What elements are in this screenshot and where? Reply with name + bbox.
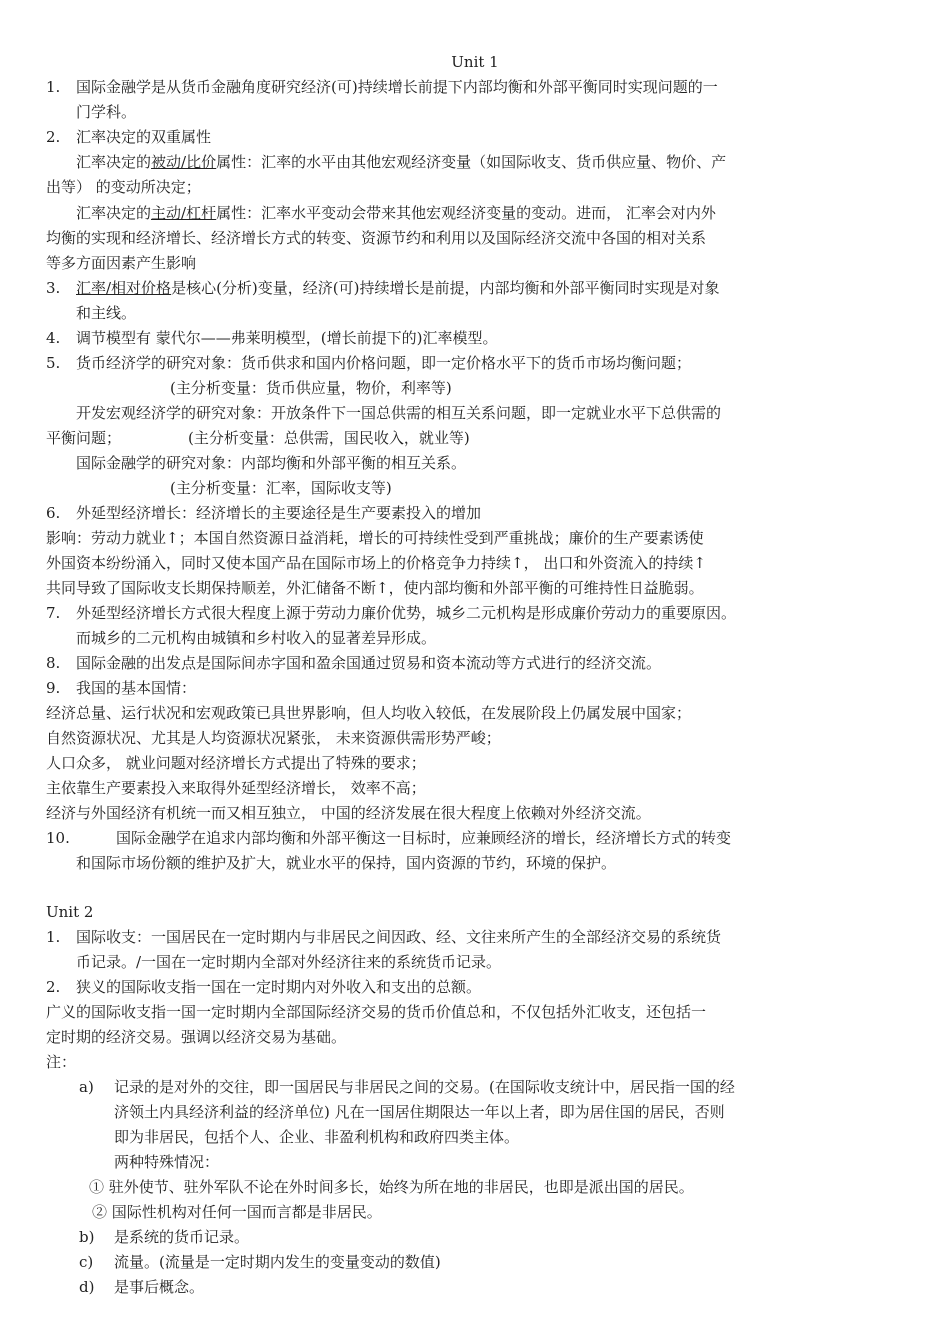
item-text-cont: 门学科。 <box>76 103 137 121</box>
list-item: 主依靠生产要素投入来取得外延型经济增长， 效率不高； <box>46 779 426 797</box>
item-text: 国际收支：一国居民在一定时期内与非居民之间因政、经、文往来所产生的全部经济交易的系统货 <box>76 928 722 946</box>
underlined-term: 被动/比价 <box>151 153 217 171</box>
paragraph: 影响：劳动力就业↑；本国自然资源日益消耗，增长的可持续性受到严重挑战；廉价的生产要素诱使 <box>46 529 704 547</box>
list-number: 2. <box>46 128 61 146</box>
item-text: 狭义的国际收支指一国在一定时期内对外收入和支出的总额。 <box>76 978 482 996</box>
unit1-item9 <box>0 675 950 701</box>
item-text: 国际金融学在追求内部均衡和外部平衡这一目标时，应兼顾经济的增长，经济增长方式的转变 <box>116 829 732 847</box>
analysis-variables: (主分析变量：货币供应量，物价，利率等) <box>170 379 452 397</box>
note-letter: b) <box>79 1228 95 1246</box>
item-text: 国际金融的出发点是国际间赤字国和盈余国通过贸易和资本流动等方式进行的经济交流。 <box>76 654 662 672</box>
unit1-item4 <box>0 325 950 351</box>
paragraph-cont: 出等） 的变动所决定； <box>46 178 201 196</box>
note-text-cont: 即为非居民，包括个人、企业、非盈利机构和政府四类主体。 <box>114 1128 520 1146</box>
note-letter: a) <box>79 1078 94 1096</box>
list-number: 5. <box>46 354 61 372</box>
analysis-variables: (主分析变量：汇率，国际收支等) <box>170 479 392 497</box>
note-text: 记录的是对外的交往，即一国居民与非居民之间的交易。(在国际收支统计中，居民指一国的经 <box>114 1078 735 1096</box>
note-c <box>0 1249 950 1275</box>
list-number: 7. <box>46 604 61 622</box>
item-text: 货币经济学的研究对象：货币供求和国内价格问题，即一定价格水平下的货币市场均衡问题； <box>76 354 692 372</box>
list-number: 1. <box>46 928 61 946</box>
special-case-item: ② 国际性机构对任何一国而言都是非居民。 <box>92 1203 382 1221</box>
paragraph: 外国资本纷纷涌入，同时又使本国产品在国际市场上的价格竞争力持续↑， 出口和外资流入的持续↑ <box>46 554 706 572</box>
unit2-item2 <box>0 974 950 1000</box>
underlined-term: 主动/杠杆 <box>151 204 217 222</box>
note-b <box>0 1224 950 1250</box>
unit1-item8 <box>0 650 950 676</box>
note-text: 流量。(流量是一定时期内发生的变量变动的数值) <box>114 1253 441 1271</box>
unit1-item3 <box>0 275 950 301</box>
unit1-item6 <box>0 500 950 526</box>
item-text: 汇率/相对价格是核心(分析)变量，经济(可)持续增长是前提，内部均衡和外部平衡同时实现是对象 <box>76 279 720 297</box>
item-text: 国际金融学是从货币金融角度研究经济(可)持续增长前提下内部均衡和外部平衡同时实现问题的一 <box>76 78 718 96</box>
unit1-item5 <box>0 350 950 376</box>
unit1-item10 <box>0 825 950 851</box>
paragraph: 共同导致了国际收支长期保持顺差，外汇储备不断↑，使内部均衡和外部平衡的可维持性日益脆弱。 <box>46 579 704 597</box>
item-title: 我国的基本国情： <box>76 679 197 697</box>
list-number: 6. <box>46 504 61 522</box>
paragraph: 国际金融学的研究对象：内部均衡和外部平衡的相互关系。 <box>76 454 467 472</box>
list-item: 人口众多， 就业问题对经济增长方式提出了特殊的要求； <box>46 754 426 772</box>
list-number: 10. <box>46 829 70 847</box>
item-text: 外延型经济增长方式很大程度上源于劳动力廉价优势，城乡二元机构是形成廉价劳动力的重要原因。 <box>76 604 737 622</box>
item-text-cont: 和国际市场份额的维护及扩大，就业水平的保持，国内资源的节约，环境的保护。 <box>76 854 617 872</box>
item-text-cont: 币记录。/一国在一定时期内全部对外经济往来的系统货币记录。 <box>76 953 502 971</box>
list-item: 自然资源状况、尤其是人均资源状况紧张， 未来资源供需形势严峻； <box>46 729 501 747</box>
paragraph-cont: 均衡的实现和经济增长、经济增长方式的转变、资源节约和利用以及国际经济交流中各国的相对关系 <box>46 229 707 247</box>
list-number: 4. <box>46 329 61 347</box>
paragraph: 广义的国际收支指一国一定时期内全部国际经济交易的货币价值总和，不仅包括外汇收支，还包括一 <box>46 1003 707 1021</box>
note-a <box>0 1074 950 1100</box>
note-text: 是系统的货币记录。 <box>114 1228 250 1246</box>
item-text: 调节模型有 蒙代尔——弗莱明模型，(增长前提下的)汇率模型。 <box>76 329 498 347</box>
special-cases-title: 两种特殊情况： <box>114 1153 220 1171</box>
active-attribute-paragraph: 汇率决定的主动/杠杆属性：汇率水平变动会带来其他宏观经济变量的变动。进而， 汇率会对内外 <box>76 204 716 222</box>
list-number: 8. <box>46 654 61 672</box>
unit1-title: Unit 1 <box>451 53 499 71</box>
item-text-cont: 而城乡的二元机构由城镇和乡村收入的显著差异形成。 <box>76 629 437 647</box>
list-number: 1. <box>46 78 61 96</box>
list-number: 2. <box>46 978 61 996</box>
unit1-item7 <box>0 600 950 626</box>
note-letter: d) <box>79 1278 95 1296</box>
unit1-item1 <box>0 74 950 100</box>
list-number: 3. <box>46 279 61 297</box>
list-number: 9. <box>46 679 61 697</box>
note-label: 注： <box>46 1053 77 1071</box>
note-text-cont: 济领土内具经济利益的经济单位) 凡在一国居住期限达一年以上者，即为居住国的居民，否则 <box>114 1103 725 1121</box>
note-text: 是事后概念。 <box>114 1278 205 1296</box>
item-title: 汇率决定的双重属性 <box>76 128 212 146</box>
unit1-item2 <box>0 124 950 150</box>
unit2-title: Unit 2 <box>46 903 94 921</box>
special-case-item: ① 驻外使节、驻外军队不论在外时间多长，始终为所在地的非居民，也即是派出国的居民。 <box>89 1178 694 1196</box>
passive-attribute-paragraph: 汇率决定的被动/比价属性：汇率的水平由其他宏观经济变量（如国际收支、货币供应量、物价、产 <box>76 153 727 171</box>
note-letter: c) <box>79 1253 94 1271</box>
paragraph: 定时期的经济交易。强调以经济交易为基础。 <box>46 1028 347 1046</box>
underlined-term: 汇率/相对价格 <box>76 279 172 297</box>
item-text: 外延型经济增长：经济增长的主要途径是生产要素投入的增加 <box>76 504 482 522</box>
analysis-variables: (主分析变量：总供需，国民收入，就业等) <box>188 429 470 447</box>
note-d <box>0 1274 950 1300</box>
list-item: 经济总量、运行状况和宏观政策已具世界影响，但人均收入较低，在发展阶段上仍属发展中国家； <box>46 704 692 722</box>
item-text-cont: 和主线。 <box>76 304 137 322</box>
paragraph-cont: 等多方面因素产生影响 <box>46 254 197 272</box>
paragraph: 开发宏观经济学的研究对象：开放条件下一国总供需的相互关系问题，即一定就业水平下总供需的 <box>76 404 722 422</box>
list-item: 经济与外国经济有机统一而又相互独立， 中国的经济发展在很大程度上依赖对外经济交流。 <box>46 804 651 822</box>
paragraph-cont: 平衡问题； <box>46 429 122 447</box>
unit2-item1 <box>0 924 950 950</box>
